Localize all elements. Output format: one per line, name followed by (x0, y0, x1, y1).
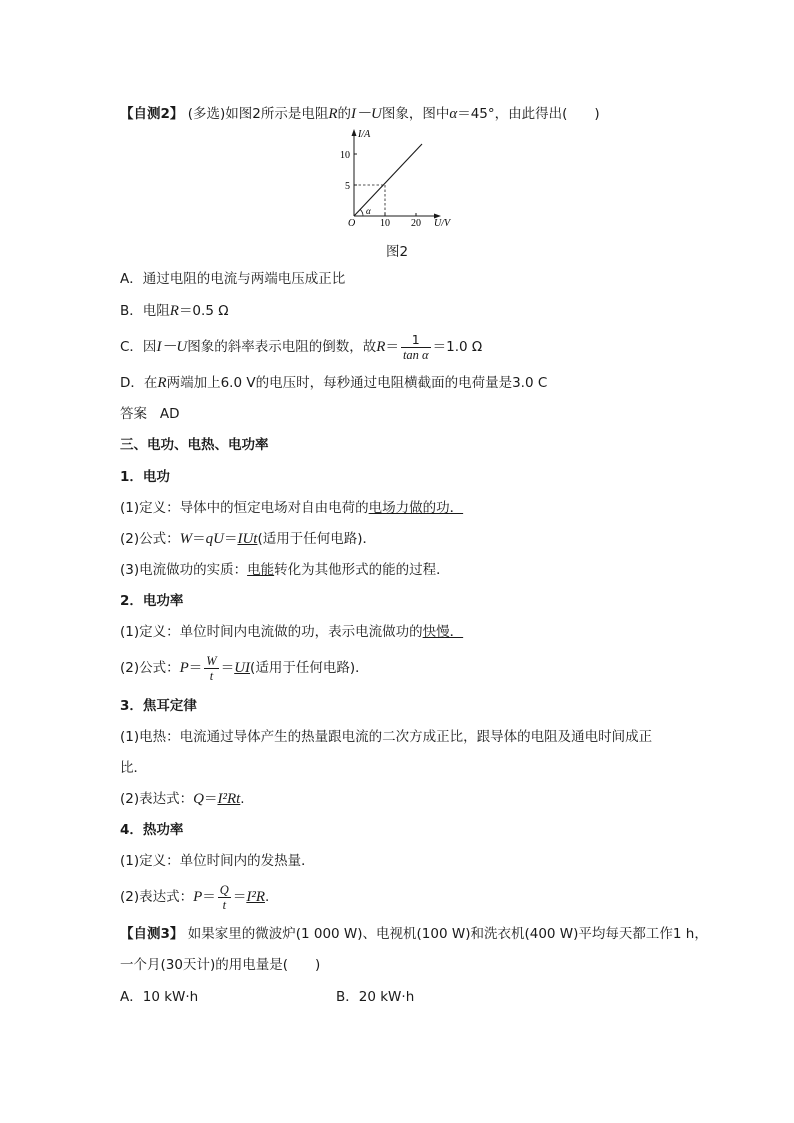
x-tick-label-10: 10 (380, 218, 390, 229)
option-d: D．在R两端加上6.0 V的电压时，每秒通过电阻横截面的电荷量是3.0 C (120, 375, 548, 391)
answer (120, 404, 180, 424)
x-axis-label: U/V (434, 218, 451, 229)
joule-heat-formula: (2)表达式：Q＝I²Rt. (120, 791, 245, 807)
figure-caption: 图2 (385, 244, 409, 260)
iu-line (354, 144, 422, 216)
electric-power-definition: (1)定义：单位时间内电流做的功，表示电流做功的快慢． (120, 624, 464, 640)
y-tick-label-10: 10 (340, 150, 350, 161)
fraction-one-over-tan-alpha: $\frac{1}{\text{tan α}}$ (402, 331, 429, 362)
subsection-heat-power: 4．热功率 (120, 822, 184, 838)
y-axis-label: I/A (358, 129, 371, 140)
iu-graph (330, 128, 460, 234)
electric-work-definition: (1)定义：导体中的恒定电场对自由电荷的电场力做的功． (120, 500, 464, 516)
answer-label: 答案 (120, 406, 147, 422)
question-2-stem: 【自测2】 (多选)如图2所示是电阻R的I－U图象，图中α＝45°，由此得出( ) (120, 106, 600, 122)
y-tick-label-5: 5 (345, 181, 350, 192)
electric-power-formula: (2)公式：P＝ $\frac{W}{t}$ ＝UI(适用于任何电路)． (120, 653, 369, 683)
y-axis-arrow (352, 129, 357, 136)
subsection-electric-work: 1．电功 (120, 469, 170, 485)
question-3-option-a: A．10 kW·h (120, 989, 199, 1005)
origin-label: O (348, 218, 356, 229)
angle-arc (360, 209, 363, 216)
option-c: C．因I－U图象的斜率表示电阻的倒数，故R＝ $\frac{1}{\text{tan α}}$ ＝1.0 Ω (120, 331, 483, 362)
question-3-line1: 【自测3】 如果家里的微波炉(1 000 W)、电视机(100 W)和洗衣机(400 W)平均每天都工作1 h， (120, 926, 708, 942)
joule-heat-definition-line2: 比． (120, 760, 147, 776)
joule-heat-definition-line1: (1)电热：电流通过导体产生的热量跟电流的二次方成正比，跟导体的电阻及通电时间成正 (120, 729, 653, 745)
heat-power-formula: (2)表达式：P＝ $\frac{Q}{t}$ ＝I²R. (120, 882, 270, 912)
heat-power-definition: (1)定义：单位时间内的发热量． (120, 853, 315, 869)
subsection-joule-law: 3．焦耳定律 (120, 698, 197, 714)
answer-value: AD (159, 406, 180, 422)
subsection-electric-power: 2．电功率 (120, 593, 184, 609)
question-3-option-b: B．20 kW·h (336, 989, 415, 1005)
option-b: B．电阻R＝0.5 Ω (120, 303, 229, 319)
question-3-tag: 【自测3】 (120, 926, 184, 942)
electric-work-nature: (3)电流做功的实质：电能转化为其他形式的能的过程． (120, 562, 450, 578)
option-a: A．通过电阻的电流与两端电压成正比 (120, 271, 346, 287)
question-2-tag: 【自测2】 (120, 106, 184, 122)
fraction-q-over-t: $\frac{Q}{t}$ (219, 882, 229, 912)
fraction-w-over-t: $\frac{W}{t}$ (206, 653, 217, 683)
angle-label: α (366, 206, 371, 216)
x-tick-label-20: 20 (411, 218, 421, 229)
electric-work-formula: (2)公式：W＝qU＝IUt(适用于任何电路)． (120, 531, 377, 547)
question-3-line2: 一个月(30天计)的用电量是( ) (120, 957, 321, 973)
section-heading: 三、电功、电热、电功率 (120, 437, 269, 453)
